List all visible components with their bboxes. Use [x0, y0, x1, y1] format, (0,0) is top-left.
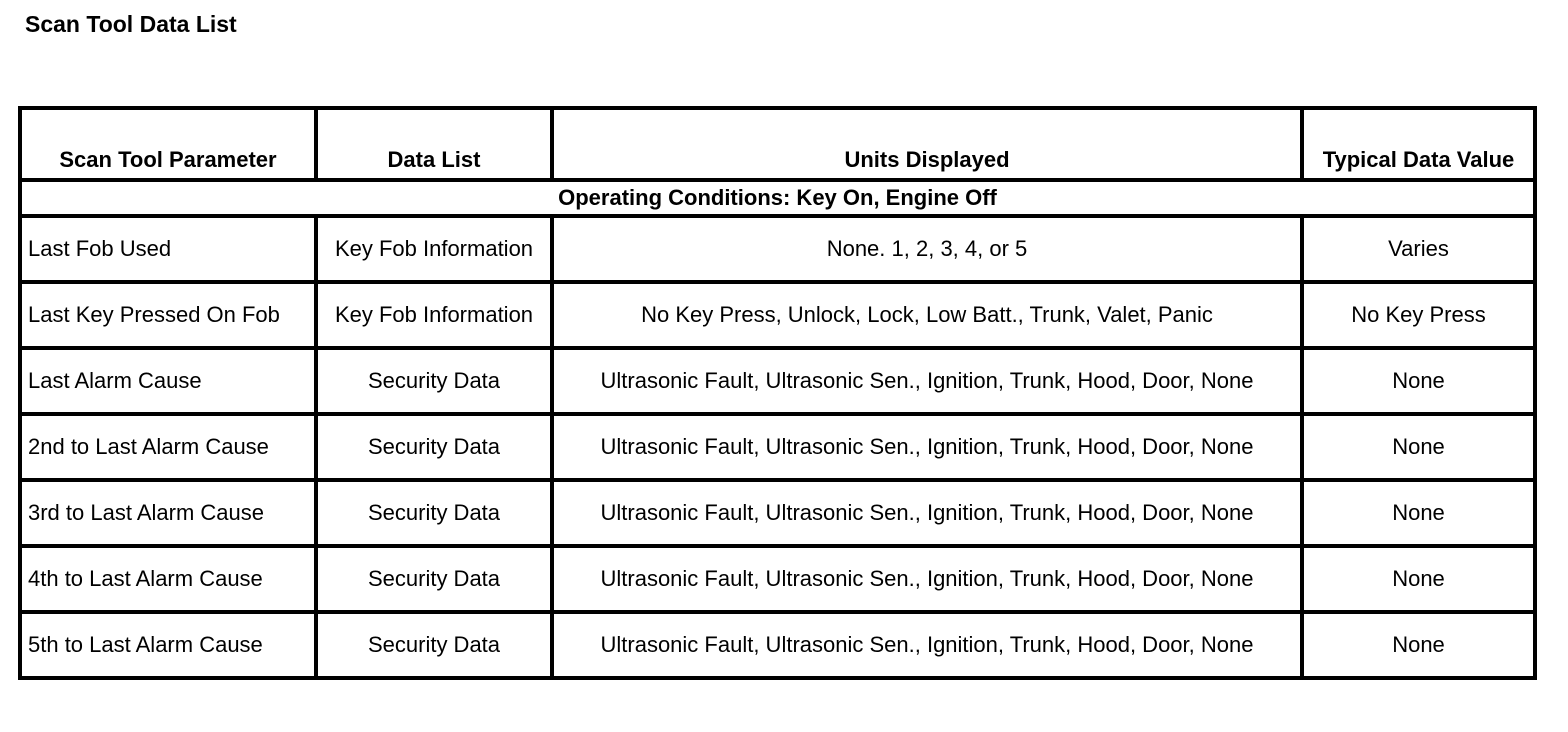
header-row	[20, 108, 1535, 180]
cell-units: Ultrasonic Fault, Ultrasonic Sen., Ignition, Trunk, Hood, Door, None	[552, 348, 1302, 414]
cell-typical-value: None	[1302, 348, 1535, 414]
header-data-list: Data List	[316, 108, 552, 180]
table-row	[20, 414, 1535, 480]
table-row	[20, 216, 1535, 282]
cell-parameter: Last Key Pressed On Fob	[20, 282, 316, 348]
cell-typical-value: No Key Press	[1302, 282, 1535, 348]
cell-parameter: 2nd to Last Alarm Cause	[20, 414, 316, 480]
cell-typical-value: None	[1302, 480, 1535, 546]
cell-data-list: Key Fob Information	[316, 282, 552, 348]
cell-parameter: 3rd to Last Alarm Cause	[20, 480, 316, 546]
header-units: Units Displayed	[552, 108, 1302, 180]
cell-parameter: 4th to Last Alarm Cause	[20, 546, 316, 612]
table-row	[20, 348, 1535, 414]
cell-units: Ultrasonic Fault, Ultrasonic Sen., Ignition, Trunk, Hood, Door, None	[552, 612, 1302, 678]
cell-units: Ultrasonic Fault, Ultrasonic Sen., Ignition, Trunk, Hood, Door, None	[552, 480, 1302, 546]
section-label: Operating Conditions: Key On, Engine Off	[20, 180, 1535, 216]
cell-data-list: Security Data	[316, 480, 552, 546]
cell-parameter: 5th to Last Alarm Cause	[20, 612, 316, 678]
cell-units: Ultrasonic Fault, Ultrasonic Sen., Ignition, Trunk, Hood, Door, None	[552, 546, 1302, 612]
cell-data-list: Security Data	[316, 414, 552, 480]
table-row	[20, 282, 1535, 348]
header-parameter: Scan Tool Parameter	[20, 108, 316, 180]
cell-data-list: Security Data	[316, 348, 552, 414]
cell-units: No Key Press, Unlock, Lock, Low Batt., Trunk, Valet, Panic	[552, 282, 1302, 348]
table-row	[20, 612, 1535, 678]
cell-units: None. 1, 2, 3, 4, or 5	[552, 216, 1302, 282]
cell-units: Ultrasonic Fault, Ultrasonic Sen., Ignition, Trunk, Hood, Door, None	[552, 414, 1302, 480]
table-row	[20, 480, 1535, 546]
cell-typical-value: Varies	[1302, 216, 1535, 282]
cell-parameter: Last Fob Used	[20, 216, 316, 282]
cell-data-list: Key Fob Information	[316, 216, 552, 282]
page-title: Scan Tool Data List	[25, 11, 237, 37]
cell-typical-value: None	[1302, 414, 1535, 480]
scan-tool-data-table	[18, 106, 1537, 680]
cell-data-list: Security Data	[316, 612, 552, 678]
section-row	[20, 180, 1535, 216]
cell-typical-value: None	[1302, 546, 1535, 612]
cell-typical-value: None	[1302, 612, 1535, 678]
cell-parameter: Last Alarm Cause	[20, 348, 316, 414]
cell-data-list: Security Data	[316, 546, 552, 612]
table-row	[20, 546, 1535, 612]
header-typical-value: Typical Data Value	[1302, 108, 1535, 180]
